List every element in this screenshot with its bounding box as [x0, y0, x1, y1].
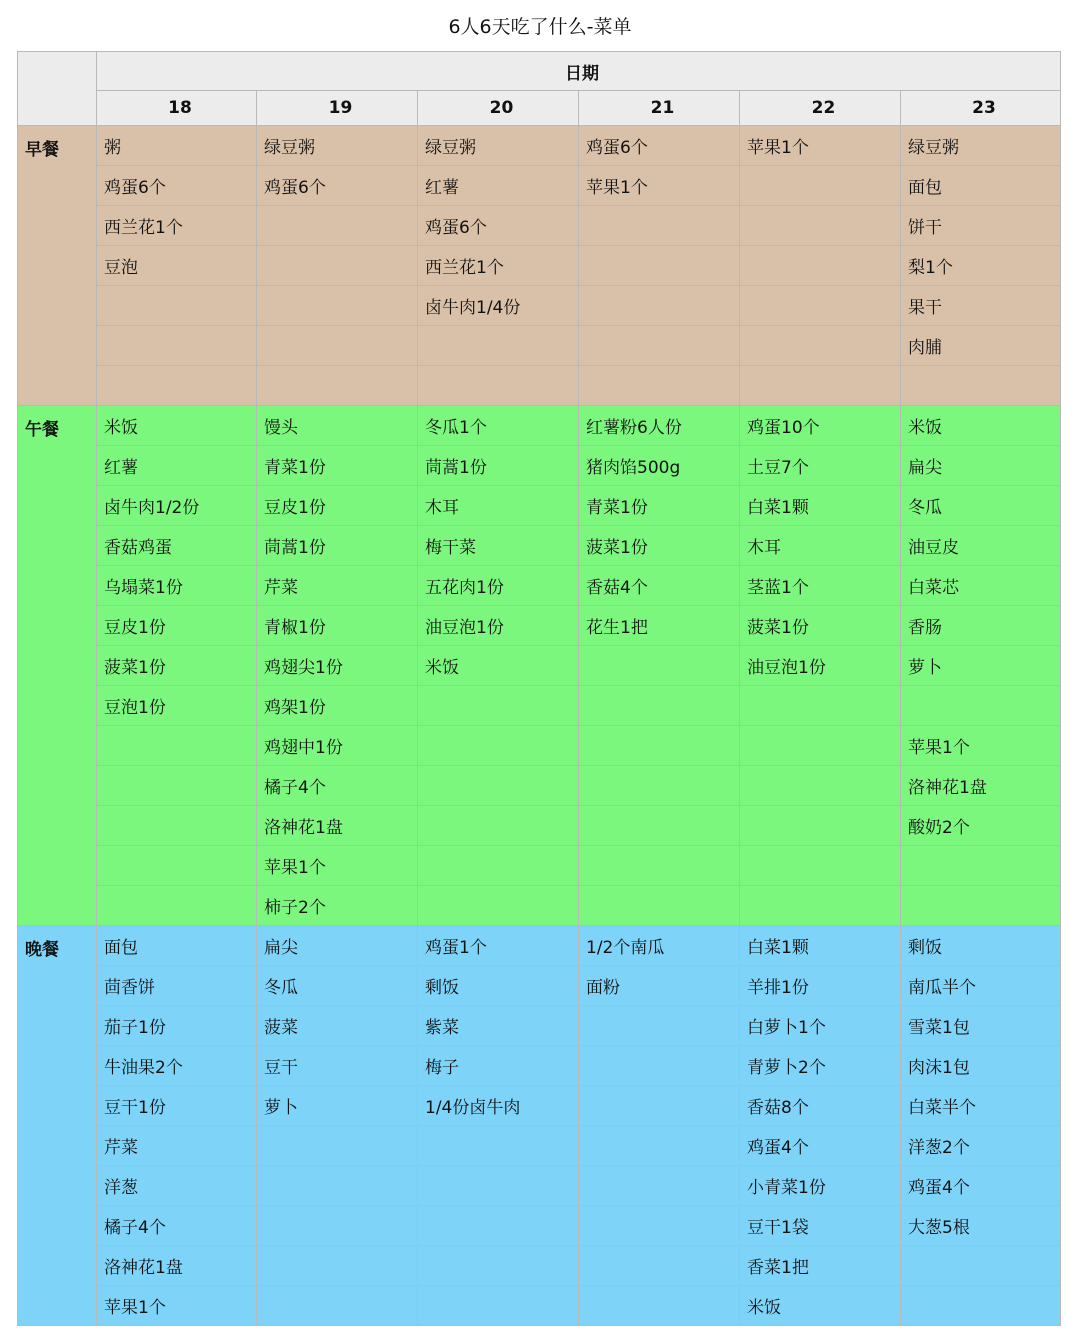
menu-cell: 土豆7个 [740, 446, 901, 486]
menu-cell: 青椒1份 [257, 606, 418, 646]
menu-cell: 豆干 [257, 1046, 418, 1086]
menu-cell [418, 846, 579, 886]
menu-cell: 鸡蛋6个 [418, 206, 579, 246]
menu-cell: 冬瓜 [257, 966, 418, 1006]
menu-cell [579, 1046, 740, 1086]
menu-cell [740, 366, 901, 406]
menu-cell [257, 1126, 418, 1166]
menu-cell: 冬瓜1个 [418, 406, 579, 446]
menu-cell: 洛神花1盘 [901, 766, 1061, 806]
menu-cell [257, 1286, 418, 1326]
menu-cell: 油豆泡1份 [740, 646, 901, 686]
menu-cell [901, 886, 1061, 926]
menu-cell: 青菜1份 [257, 446, 418, 486]
menu-cell [901, 1246, 1061, 1286]
menu-cell [418, 326, 579, 366]
menu-cell [418, 1286, 579, 1326]
menu-cell [740, 686, 901, 726]
menu-cell: 豆干1袋 [740, 1206, 901, 1246]
menu-cell: 茎蓝1个 [740, 566, 901, 606]
menu-cell [257, 1166, 418, 1206]
table-row [18, 686, 1061, 726]
menu-cell: 青菜1份 [579, 486, 740, 526]
menu-cell: 菠菜1份 [97, 646, 257, 686]
menu-cell: 洛神花1盘 [257, 806, 418, 846]
table-row [18, 166, 1061, 206]
table-row [18, 286, 1061, 326]
menu-cell: 梅干菜 [418, 526, 579, 566]
meal-label: 早餐 [18, 126, 97, 406]
menu-cell: 芹菜 [97, 1126, 257, 1166]
menu-cell: 香菇8个 [740, 1086, 901, 1126]
menu-cell: 橘子4个 [97, 1206, 257, 1246]
menu-cell: 白菜半个 [901, 1086, 1061, 1126]
table-row [18, 1086, 1061, 1126]
table-row [18, 526, 1061, 566]
table-row [18, 1206, 1061, 1246]
menu-cell [97, 886, 257, 926]
menu-cell [579, 206, 740, 246]
menu-cell [740, 246, 901, 286]
day-header: 20 [418, 91, 579, 126]
menu-cell: 苹果1个 [97, 1286, 257, 1326]
menu-cell: 鸡翅中1份 [257, 726, 418, 766]
menu-cell: 鸡蛋6个 [579, 126, 740, 166]
meal-label: 午餐 [18, 406, 97, 926]
menu-cell: 青萝卜2个 [740, 1046, 901, 1086]
header-row-days [18, 91, 1061, 126]
menu-cell: 面包 [97, 926, 257, 966]
table-row [18, 126, 1061, 166]
menu-cell: 红薯 [97, 446, 257, 486]
menu-cell [579, 246, 740, 286]
table-row [18, 766, 1061, 806]
menu-cell: 鸡架1份 [257, 686, 418, 726]
menu-cell [579, 286, 740, 326]
menu-cell: 白菜1颗 [740, 486, 901, 526]
menu-cell [740, 286, 901, 326]
menu-cell: 梅子 [418, 1046, 579, 1086]
table-row [18, 926, 1061, 966]
menu-cell [418, 1246, 579, 1286]
menu-cell: 绿豆粥 [418, 126, 579, 166]
header-row-date [18, 52, 1061, 91]
table-row [18, 606, 1061, 646]
menu-cell: 苹果1个 [901, 726, 1061, 766]
menu-cell [97, 846, 257, 886]
menu-cell: 萝卜 [901, 646, 1061, 686]
menu-cell: 豆皮1份 [257, 486, 418, 526]
menu-cell: 花生1把 [579, 606, 740, 646]
table-row [18, 326, 1061, 366]
menu-cell: 鸡翅尖1份 [257, 646, 418, 686]
menu-cell: 米饭 [901, 406, 1061, 446]
table-row [18, 646, 1061, 686]
menu-cell [579, 1166, 740, 1206]
menu-cell [579, 1006, 740, 1046]
menu-cell [418, 1206, 579, 1246]
menu-cell: 五花肉1份 [418, 566, 579, 606]
menu-cell [740, 326, 901, 366]
menu-cell: 菠菜1份 [579, 526, 740, 566]
menu-cell [257, 206, 418, 246]
menu-cell: 茴香饼 [97, 966, 257, 1006]
menu-cell [97, 726, 257, 766]
menu-cell [257, 366, 418, 406]
menu-cell: 豆皮1份 [97, 606, 257, 646]
menu-cell: 梨1个 [901, 246, 1061, 286]
menu-cell: 绿豆粥 [901, 126, 1061, 166]
menu-cell [418, 366, 579, 406]
menu-cell: 馒头 [257, 406, 418, 446]
menu-cell: 西兰花1个 [97, 206, 257, 246]
menu-cell: 米饭 [418, 646, 579, 686]
menu-cell [97, 286, 257, 326]
menu-cell [418, 766, 579, 806]
menu-cell [901, 1286, 1061, 1326]
menu-cell: 肉脯 [901, 326, 1061, 366]
menu-cell: 雪菜1包 [901, 1006, 1061, 1046]
menu-cell: 卤牛肉1/2份 [97, 486, 257, 526]
menu-cell [418, 886, 579, 926]
menu-cell: 橘子4个 [257, 766, 418, 806]
menu-cell: 米饭 [740, 1286, 901, 1326]
menu-cell: 面包 [901, 166, 1061, 206]
menu-cell: 1/2个南瓜 [579, 926, 740, 966]
menu-cell: 肉沫1包 [901, 1046, 1061, 1086]
menu-cell: 米饭 [97, 406, 257, 446]
menu-cell [740, 806, 901, 846]
menu-cell: 鸡蛋6个 [257, 166, 418, 206]
day-header: 23 [901, 91, 1061, 126]
menu-cell: 茼蒿1份 [418, 446, 579, 486]
meal-label: 晚餐 [18, 926, 97, 1326]
menu-cell: 西兰花1个 [418, 246, 579, 286]
menu-cell [740, 846, 901, 886]
day-header: 19 [257, 91, 418, 126]
menu-cell: 鸡蛋4个 [740, 1126, 901, 1166]
table-row [18, 1166, 1061, 1206]
menu-cell: 扁尖 [901, 446, 1061, 486]
day-header: 21 [579, 91, 740, 126]
menu-body [18, 126, 1061, 1326]
menu-cell [97, 806, 257, 846]
menu-cell: 鸡蛋1个 [418, 926, 579, 966]
table-row [18, 886, 1061, 926]
menu-cell [579, 846, 740, 886]
menu-cell: 香肠 [901, 606, 1061, 646]
page-title: 6人6天吃了什么-菜单 [448, 16, 632, 38]
menu-cell [257, 1246, 418, 1286]
menu-cell: 苹果1个 [740, 126, 901, 166]
menu-cell: 鸡蛋6个 [97, 166, 257, 206]
table-row [18, 726, 1061, 766]
menu-cell: 香菇4个 [579, 566, 740, 606]
menu-cell: 酸奶2个 [901, 806, 1061, 846]
menu-cell [740, 886, 901, 926]
menu-cell: 豆泡 [97, 246, 257, 286]
menu-cell: 香菇鸡蛋 [97, 526, 257, 566]
menu-cell: 紫菜 [418, 1006, 579, 1046]
menu-cell [579, 326, 740, 366]
menu-cell [901, 366, 1061, 406]
menu-cell [257, 246, 418, 286]
day-header: 22 [740, 91, 901, 126]
table-row [18, 1046, 1061, 1086]
menu-cell: 豆干1份 [97, 1086, 257, 1126]
menu-cell [579, 686, 740, 726]
menu-cell [901, 686, 1061, 726]
table-row [18, 846, 1061, 886]
menu-cell [740, 766, 901, 806]
menu-cell: 茼蒿1份 [257, 526, 418, 566]
table-row [18, 1286, 1061, 1326]
menu-cell: 洋葱 [97, 1166, 257, 1206]
menu-cell [257, 286, 418, 326]
menu-cell: 羊排1份 [740, 966, 901, 1006]
menu-cell: 洛神花1盘 [97, 1246, 257, 1286]
menu-cell [257, 326, 418, 366]
menu-cell [257, 1206, 418, 1246]
table-row [18, 366, 1061, 406]
menu-cell: 大葱5根 [901, 1206, 1061, 1246]
table-row [18, 486, 1061, 526]
menu-cell: 苹果1个 [257, 846, 418, 886]
menu-cell: 鸡蛋4个 [901, 1166, 1061, 1206]
menu-cell: 剩饭 [901, 926, 1061, 966]
menu-cell [579, 366, 740, 406]
table-row [18, 1246, 1061, 1286]
day-header: 18 [97, 91, 257, 126]
menu-cell: 剩饭 [418, 966, 579, 1006]
menu-cell: 苹果1个 [579, 166, 740, 206]
menu-cell: 菠菜1份 [740, 606, 901, 646]
menu-cell: 木耳 [418, 486, 579, 526]
menu-cell [579, 1206, 740, 1246]
menu-cell: 小青菜1份 [740, 1166, 901, 1206]
menu-cell: 芹菜 [257, 566, 418, 606]
menu-cell: 白菜芯 [901, 566, 1061, 606]
menu-cell: 牛油果2个 [97, 1046, 257, 1086]
menu-cell [579, 646, 740, 686]
table-row [18, 966, 1061, 1006]
menu-cell: 乌塌菜1份 [97, 566, 257, 606]
header-corner [18, 52, 97, 126]
table-row [18, 1126, 1061, 1166]
menu-cell [579, 1126, 740, 1166]
table-row [18, 566, 1061, 606]
menu-cell [579, 726, 740, 766]
menu-cell: 油豆泡1份 [418, 606, 579, 646]
menu-cell [97, 366, 257, 406]
menu-cell: 白菜1颗 [740, 926, 901, 966]
menu-cell [579, 886, 740, 926]
menu-cell [97, 326, 257, 366]
table-row [18, 406, 1061, 446]
menu-cell: 柿子2个 [257, 886, 418, 926]
menu-cell: 茄子1份 [97, 1006, 257, 1046]
menu-cell [579, 806, 740, 846]
menu-cell [579, 1286, 740, 1326]
menu-cell: 卤牛肉1/4份 [418, 286, 579, 326]
table-row [18, 246, 1061, 286]
menu-cell: 冬瓜 [901, 486, 1061, 526]
menu-cell [418, 686, 579, 726]
table-row [18, 446, 1061, 486]
menu-table [17, 51, 1061, 1326]
menu-cell: 木耳 [740, 526, 901, 566]
menu-cell [418, 726, 579, 766]
menu-cell [901, 846, 1061, 886]
menu-cell: 南瓜半个 [901, 966, 1061, 1006]
menu-cell [740, 166, 901, 206]
menu-cell [579, 1246, 740, 1286]
menu-cell: 油豆皮 [901, 526, 1061, 566]
menu-cell [418, 1166, 579, 1206]
menu-cell [740, 206, 901, 246]
menu-cell: 绿豆粥 [257, 126, 418, 166]
menu-cell [579, 766, 740, 806]
table-row [18, 806, 1061, 846]
menu-cell: 猪肉馅500g [579, 446, 740, 486]
menu-cell: 红薯粉6人份 [579, 406, 740, 446]
menu-cell: 白萝卜1个 [740, 1006, 901, 1046]
menu-cell [418, 1126, 579, 1166]
menu-cell: 红薯 [418, 166, 579, 206]
menu-cell: 1/4份卤牛肉 [418, 1086, 579, 1126]
menu-cell: 鸡蛋10个 [740, 406, 901, 446]
menu-cell [740, 726, 901, 766]
menu-cell: 菠菜 [257, 1006, 418, 1046]
menu-cell: 果干 [901, 286, 1061, 326]
date-header: 日期 [97, 52, 1061, 91]
menu-cell: 扁尖 [257, 926, 418, 966]
menu-cell: 香菜1把 [740, 1246, 901, 1286]
menu-cell: 粥 [97, 126, 257, 166]
menu-cell: 萝卜 [257, 1086, 418, 1126]
menu-cell [579, 1086, 740, 1126]
table-row [18, 1006, 1061, 1046]
menu-cell: 面粉 [579, 966, 740, 1006]
menu-cell: 饼干 [901, 206, 1061, 246]
menu-cell [418, 806, 579, 846]
table-row [18, 206, 1061, 246]
menu-cell: 豆泡1份 [97, 686, 257, 726]
menu-cell [97, 766, 257, 806]
menu-cell: 洋葱2个 [901, 1126, 1061, 1166]
